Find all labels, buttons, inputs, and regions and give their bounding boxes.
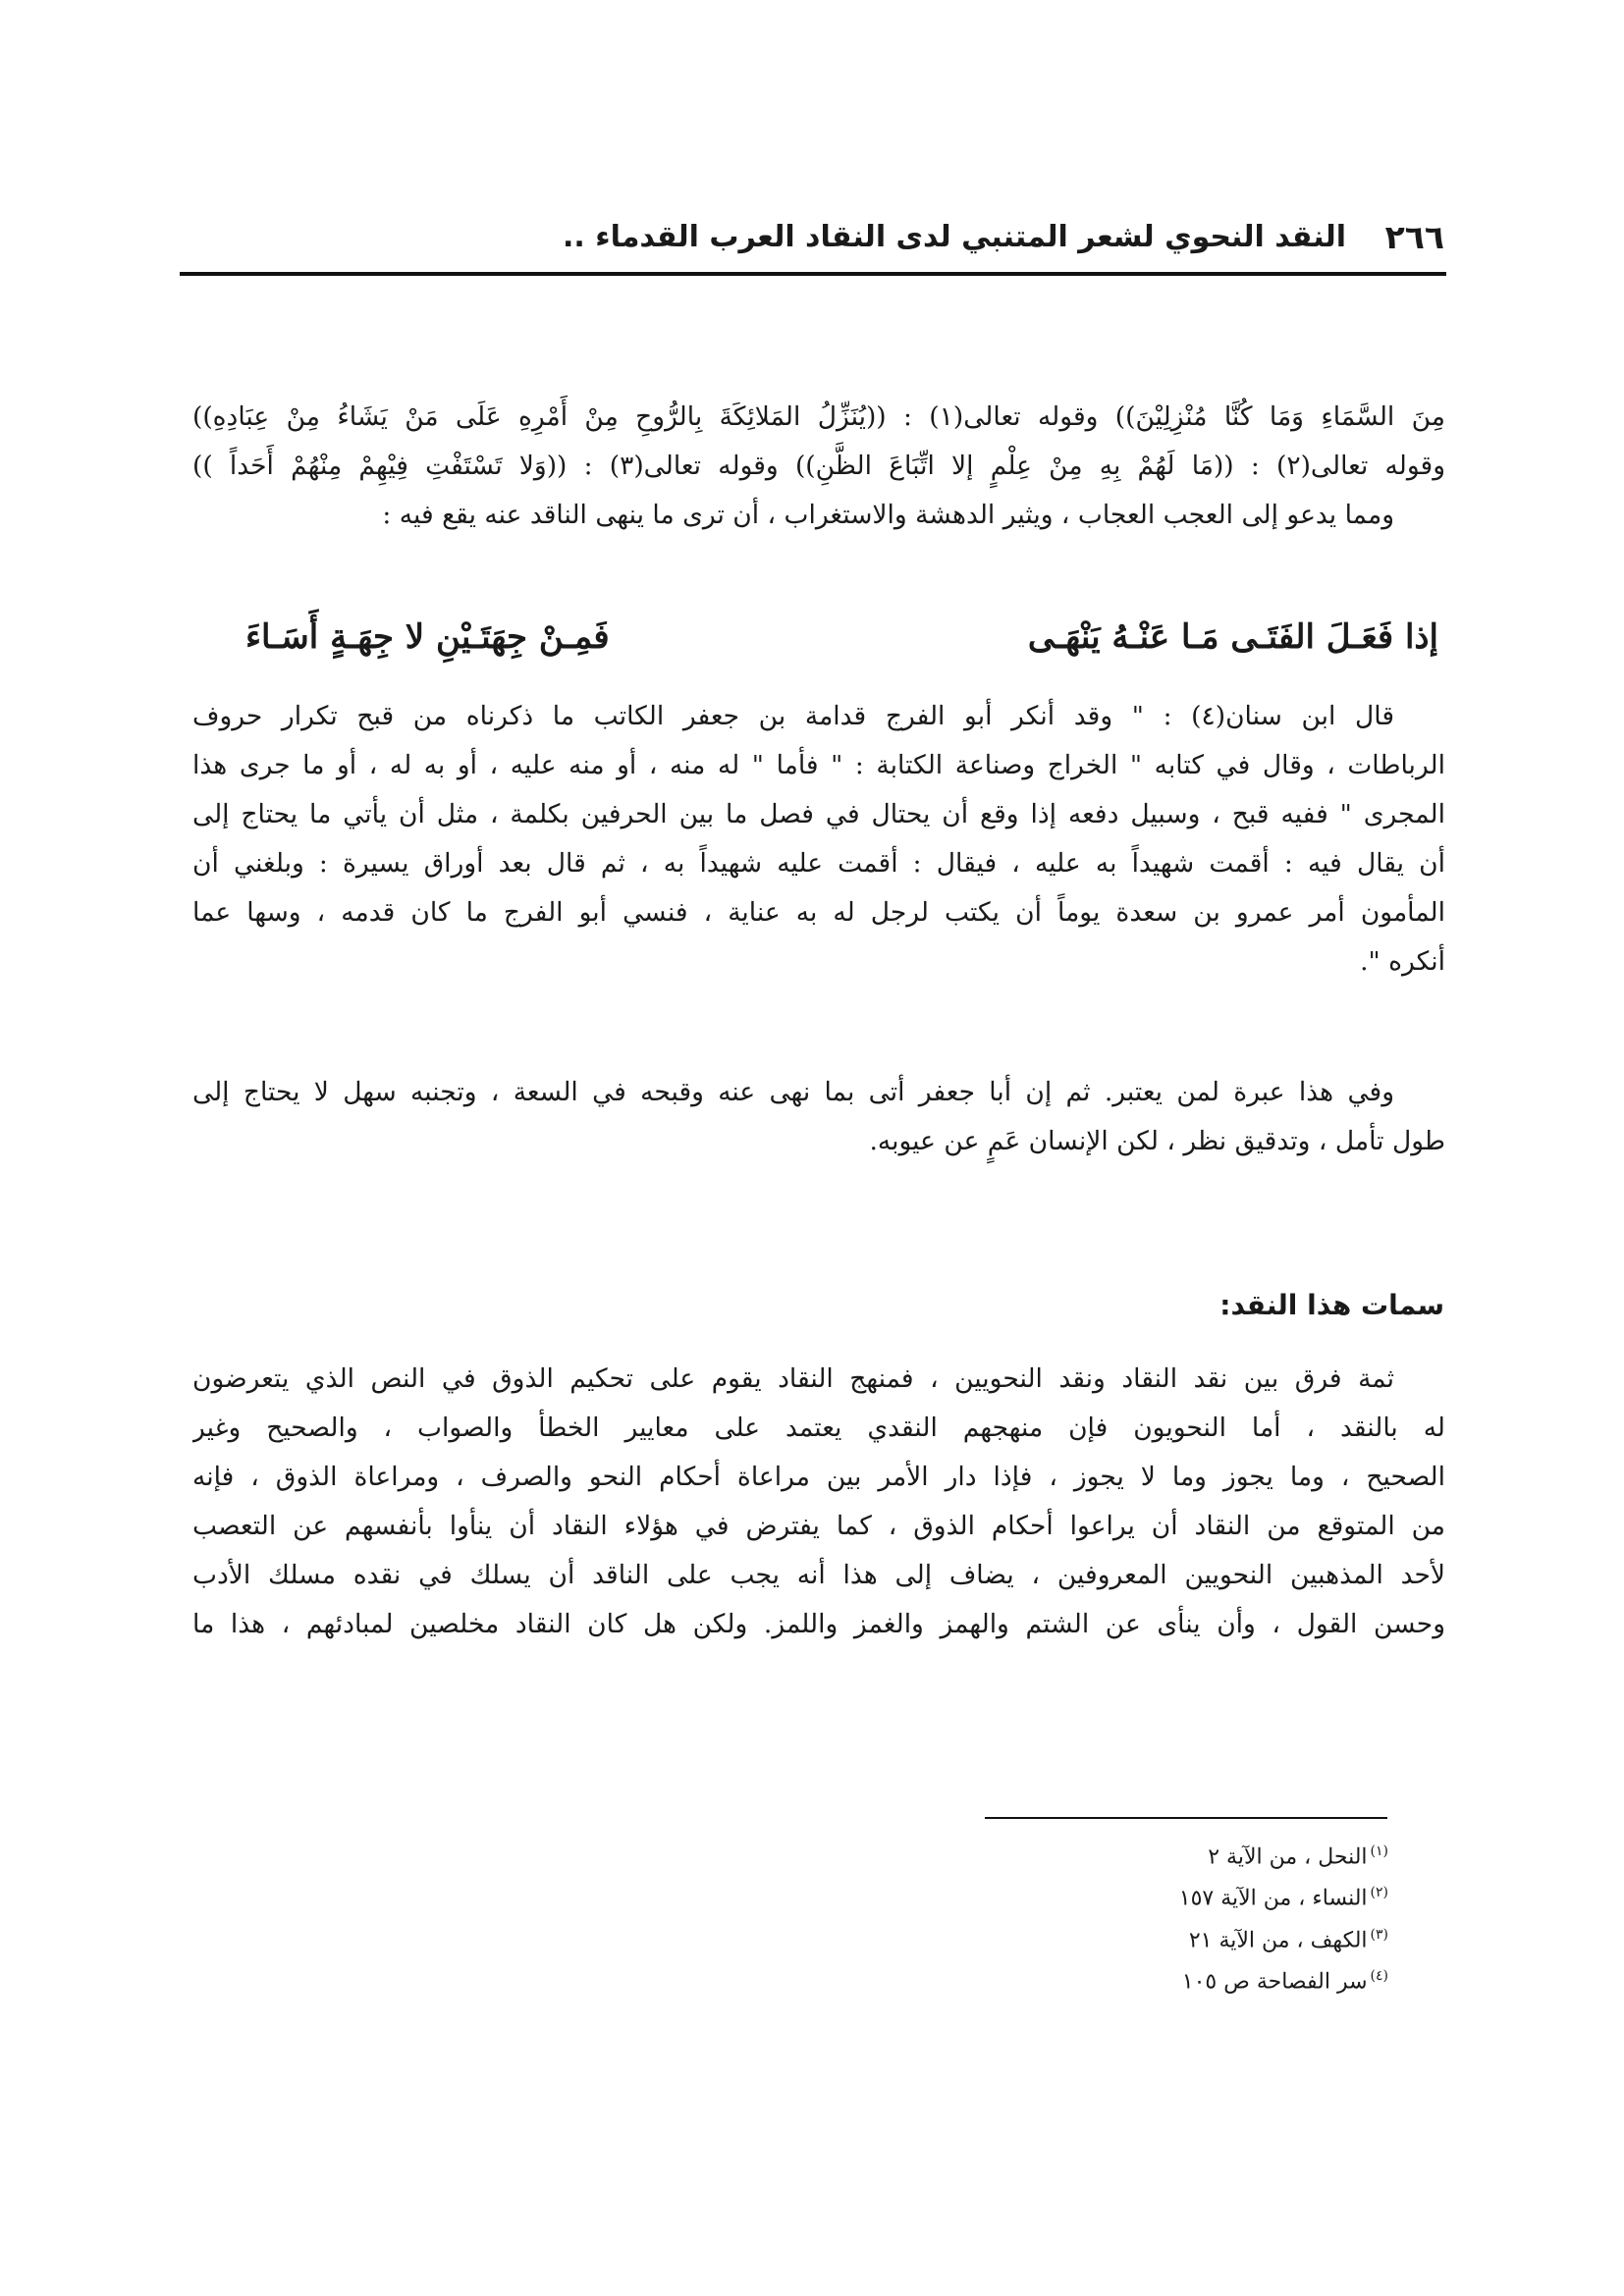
paragraph-features: [192, 1355, 1445, 1649]
text-line: الرباطات ، وقال في كتابه " الخراج وصناعة الكتابة : " فأما " له منه ، أو منه عليه ، أو به له ، أو ما جرى هذا: [192, 750, 1445, 780]
text-line: له بالنقد ، أما النحويون فإن منهجهم النقدي يعتمد على معايير الخطأ والصواب ، والصحيح وغير: [192, 1413, 1445, 1443]
running-header: [180, 218, 1444, 267]
header-rule: [180, 272, 1446, 276]
running-title: النقد النحوي لشعر المتنبي لدى النقاد العرب القدماء ..: [563, 220, 1346, 254]
text-line: وفي هذا عبرة لمن يعتبر. ثم إن أبا جعفر أتى بما نهى عنه وقبحه في السعة ، وتجنبه سهل لا يحتاج إلى: [192, 1077, 1394, 1107]
paragraph-lesson: [192, 1068, 1445, 1166]
text-line: طول تأمل ، وتدقيق نظر ، لكن الإنسان عَمٍ عن عيوبه.: [869, 1126, 1445, 1156]
text-line: ومما يدعو إلى العجب العجاب ، ويثير الدهشة والاستغراب ، أن ترى ما ينهى الناقد عنه يقع فيه :: [382, 500, 1394, 530]
footnote: [1179, 1875, 1388, 1916]
verse-second-hemistich: فَمِـنْ جِهَتَـيْنِ لا جِهَـةٍ أَسَـاءَ: [245, 617, 610, 657]
text-line: من المتوقع من النقاد أن يراعوا أحكام الذوق ، كما يفترض في هؤلاء النقاد أن ينأوا بأنفسهم عن التعصب: [192, 1511, 1445, 1541]
text-line: المأمون أمر عمرو بن سعدة يوماً أن يكتب لرجل له به عناية ، فنسي أبو الفرج ما كان قدمه ، وسها عما: [192, 897, 1445, 928]
paragraph-quote-ibn-sinan: [192, 692, 1445, 987]
verse-first-hemistich: إذا فَعَـلَ الفَتَـى مَـا عَنْـهُ يَنْهَـى: [1027, 617, 1438, 657]
footnote-separator: [985, 1817, 1387, 1819]
footnote: [1179, 1834, 1388, 1875]
text-line: وحسن القول ، وأن ينأى عن الشتم والهمز والغمز واللمز. ولكن هل كان النقاد مخلصين لمبادئهم ، هذا ما: [192, 1609, 1445, 1639]
footnote: [1179, 1917, 1388, 1958]
footnote-number: (١): [1370, 1843, 1388, 1859]
footnote-text: النساء ، من الآية ١٥٧: [1178, 1886, 1368, 1911]
text-line: مِنَ السَّمَاءِ وَمَا كُنَّا مُنْزِلِيْنَ)) وقوله تعالى(١) : ((يُنَزِّلُ المَلائِكَةَ بِالرُّوحِ مِنْ أَمْرِهِ عَلَى مَنْ يَشَاءُ مِنْ عِبَادِهِ)): [192, 401, 1445, 432]
text-line: أنكره ".: [1360, 946, 1445, 977]
footnote-number: (٣): [1370, 1926, 1388, 1943]
page-number: ٢٦٦: [1384, 218, 1444, 256]
text-line: الصحيح ، وما يجوز وما لا يجوز ، فإذا دار الأمر بين مراعاة أحكام النحو والصرف ، ومراعاة الذوق ، فإنه: [192, 1462, 1445, 1492]
text-line: أن يقال فيه : أقمت شهيداً به عليه ، فيقال : أقمت عليه شهيداً به ، ثم قال بعد أوراق يسيرة : وبلغني أن: [192, 848, 1445, 879]
footnote-text: الكهف ، من الآية ٢١: [1188, 1927, 1368, 1952]
footnote-number: (٤): [1370, 1967, 1388, 1984]
footnote: [1179, 1958, 1388, 2000]
text-line: وقوله تعالى(٢) : ((مَا لَهُمْ بِهِ مِنْ عِلْمٍ إلا اتِّبَاعَ الظَّنِ)) وقوله تعالى(٣) : ((وَلا تَسْتَفْتِ فِيْهِمْ مِنْهُمْ أَحَداً )): [192, 451, 1445, 481]
intro-block: [192, 393, 1445, 540]
text-line: المجرى " ففيه قبح ، وسبيل دفعه إذا وقع أن يحتال في فصل ما بين الحرفين بكلمة ، مثل أن يأتي ما يحتاج إلى: [192, 799, 1445, 829]
footnote-number: (٢): [1370, 1885, 1388, 1901]
text-line: ثمة فرق بين نقد النقاد ونقد النحويين ، فمنهج النقاد يقوم على تحكيم الذوق في النص الذي يتعرضون: [192, 1363, 1394, 1394]
text-line: لأحد المذهبين النحويين المعروفين ، يضاف إلى هذا أنه يجب على الناقد أن يسلك في نقده مسلك الأدب: [192, 1560, 1445, 1590]
text-line: قال ابن سنان(٤) : " وقد أنكر أبو الفرج قدامة بن جعفر الكاتب ما ذكرناه من قبح تكرار حروف: [192, 701, 1394, 731]
footnote-text: النحل ، من الآية ٢: [1208, 1844, 1368, 1870]
footnote-text: سر الفصاحة ص ١٠٥: [1181, 1969, 1368, 1995]
poetry-verse: [245, 617, 1438, 676]
section-heading: سمات هذا النقد:: [1219, 1289, 1444, 1321]
footnotes: [1179, 1834, 1388, 2000]
